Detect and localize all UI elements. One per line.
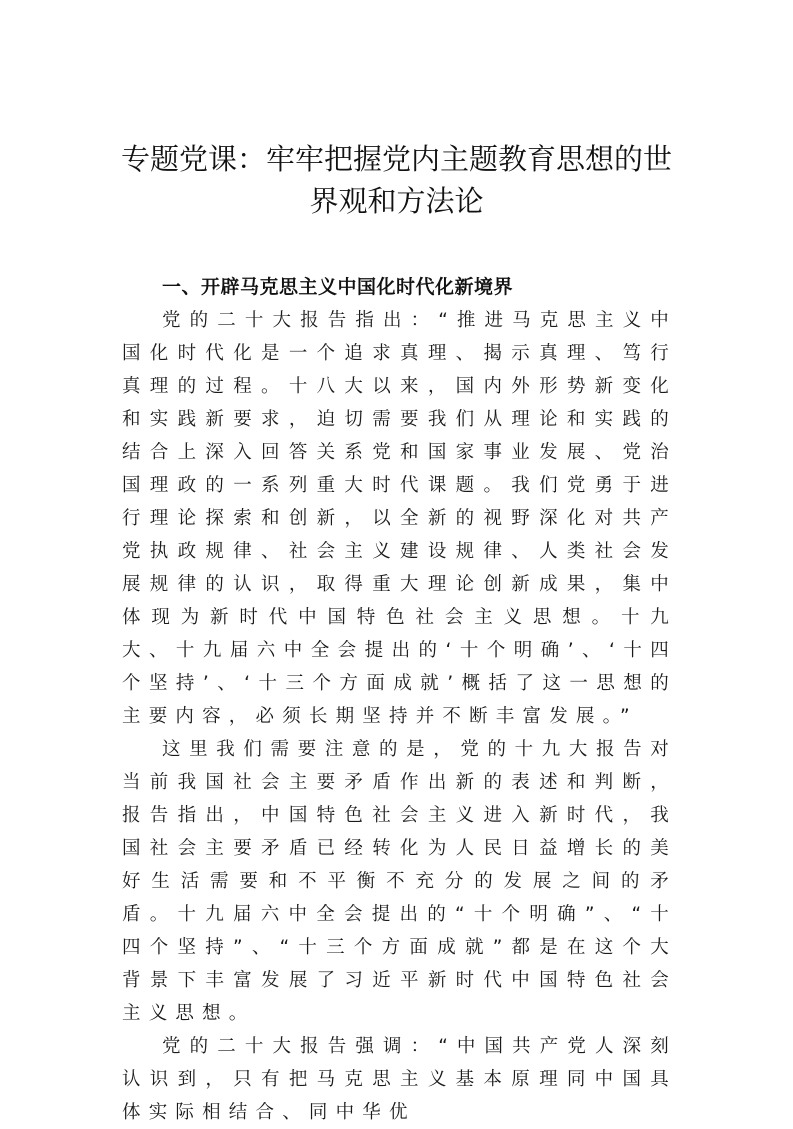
title-line-2: 界观和方法论: [309, 184, 484, 218]
paragraph-1: 党的二十大报告指出：“推进马克思主义中国化时代化是一个追求真理、揭示真理、笃行真理的过程。十八大以来，国内外形势新变化和实践新要求，迫切需要我们从理论和实践的结合上深入回答关系党和国家事业发展、党治国理政的一系列重大时代课题。我们党勇于进行理论探索和创新，以全新的视野深化对共产党执政规律、社会主义建设规律、人类社会发展规律的认识，取得重大理论创新成果，集中体现为新时代中国特色社会主义思想。十九大、十九届六中全会提出的‘十个明确’、‘十四个坚持’、‘十三个方面成就’概括了这一思想的主要内容，必须长期坚持并不断丰富发展。”: [122, 310, 677, 727]
section-heading: 一、开辟马克思主义中国化时代化新境界: [162, 276, 514, 298]
paragraph-2: 这里我们需要注意的是，党的十九大报告对当前我国社会主要矛盾作出新的表述和判断，报告指出，中国特色社会主义进入新时代，我国社会主要矛盾已经转化为人民日益增长的美好生活需要和不平衡不充分的发展之间的矛盾。十九届六中全会提出的“十个明确”、“十四个坚持”、“十三个方面成就”都是在这个大背景下丰富发展了习近平新时代中国特色社会主义思想。: [122, 739, 677, 1024]
paragraph-3: 党的二十大报告强调：“中国共产党人深刻认识到，只有把马克思主义基本原理同中国具体实际相结合、同中华优: [122, 1036, 677, 1123]
document-title: [110, 138, 683, 222]
document-body: [122, 271, 677, 1129]
title-line-1: 专题党课：牢牢把握党内主题教育思想的世: [120, 142, 672, 176]
